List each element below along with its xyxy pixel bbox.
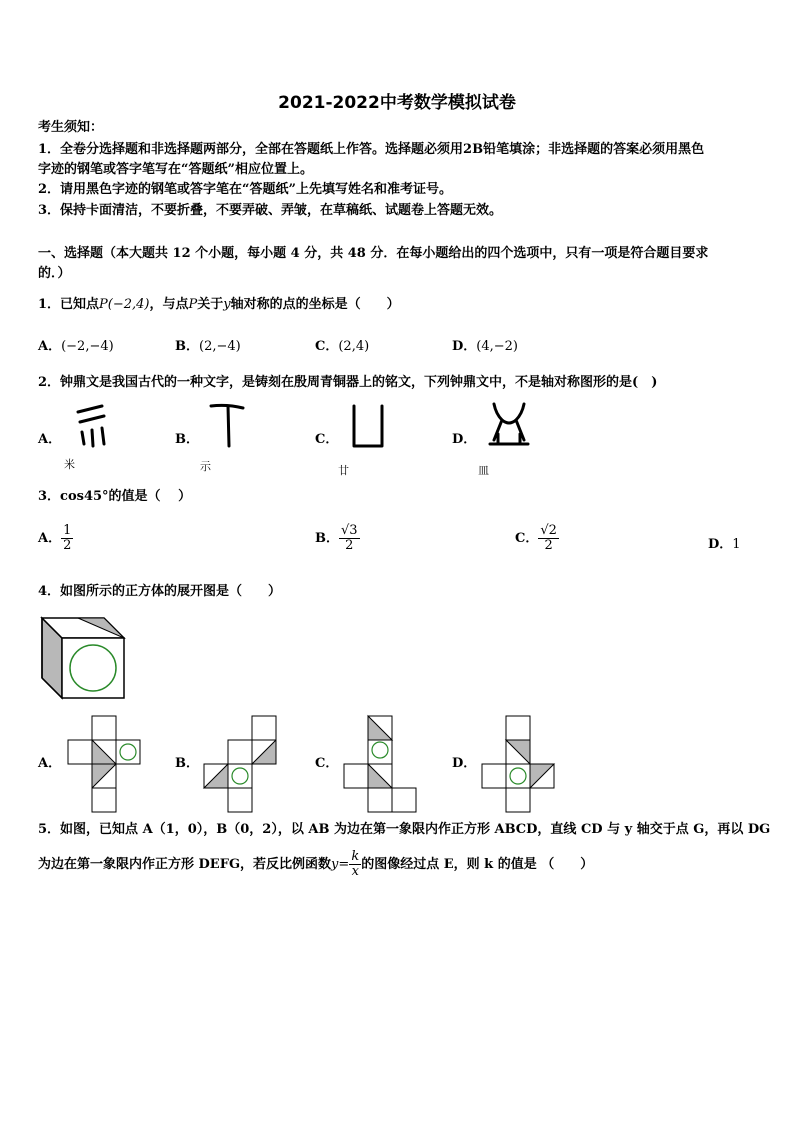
q3-option-c: C． $\frac{√2}{2}$ bbox=[515, 523, 557, 553]
cube-figure bbox=[38, 612, 130, 704]
section-heading-cont: 的．） bbox=[38, 266, 71, 281]
q4-option-b-label: B． bbox=[175, 756, 199, 771]
q4-option-d-label: D． bbox=[452, 756, 477, 771]
question-5: 5．如图，已知点 A（1，0），B（0，2），以 AB 为边在第一象限内作正方形 ABCD，直线 CD 与 y 轴交于点 G，再以 DG bbox=[38, 822, 771, 837]
question-5-cont: 为边在第一象限内作正方形 DEFG，若反比例函数y= $\frac{k}{x}$ 的图像经过点 E，则 k 的值是 （ ） bbox=[38, 849, 594, 879]
q4-option-c-label: C． bbox=[315, 756, 339, 771]
notice-line: 3．保持卡面清洁，不要折叠，不要弄破、弄皱，在草稿纸、试题卷上答题无效。 bbox=[38, 203, 503, 218]
q1-option-d: D．(4,−2) bbox=[452, 339, 518, 354]
q3-option-d: D．1 bbox=[708, 537, 741, 552]
notice-line: 字迹的钢笔或答字笔写在“答题纸”相应位置上。 bbox=[38, 162, 313, 177]
q3-option-a: A． $\frac{1}{2}$ bbox=[38, 523, 72, 553]
notice-line: 2．请用黑色字迹的钢笔或答字笔在“答题纸”上先填写姓名和准考证号。 bbox=[38, 182, 453, 197]
zhongding-min-icon bbox=[484, 400, 534, 452]
question-3: 3．cos45°的值是（ ） bbox=[38, 489, 192, 504]
cube-net-b bbox=[202, 714, 282, 812]
q2-glyph-d: 皿 bbox=[478, 464, 489, 477]
cube-net-d bbox=[480, 714, 560, 812]
q2-option-c-label: C． bbox=[315, 432, 339, 447]
q2-option-d-label: D． bbox=[452, 432, 477, 447]
question-4: 4．如图所示的正方体的展开图是（ ） bbox=[38, 584, 282, 599]
q1-option-a: A．(−2,−4) bbox=[38, 339, 114, 354]
q2-glyph-b: 示 bbox=[200, 460, 211, 473]
section-heading: 一、选择题（本大题共 12 个小题，每小题 4 分，共 48 分．在每小题给出的四个选项中，只有一项是符合题目要求 bbox=[38, 246, 709, 261]
q4-option-a-label: A． bbox=[38, 756, 62, 771]
cube-net-a bbox=[66, 714, 146, 812]
q2-glyph-c: 廿 bbox=[338, 464, 349, 477]
cube-net-c bbox=[342, 714, 422, 812]
q2-option-b-label: B． bbox=[175, 432, 199, 447]
q2-glyph-a: 米 bbox=[64, 458, 75, 471]
q1-option-c: C．(2,4) bbox=[315, 339, 370, 354]
q2-option-a-label: A． bbox=[38, 432, 62, 447]
q3-option-b: B． $\frac{√3}{2}$ bbox=[315, 523, 358, 553]
notice-heading: 考生须知： bbox=[38, 120, 104, 135]
zhongding-mi-icon bbox=[72, 402, 122, 448]
q1-option-b: B．(2,−4) bbox=[175, 339, 241, 354]
notice-line: 1．全卷分选择题和非选择题两部分，全部在答题纸上作答。选择题必须用2B铅笔填涂；非选择题的答案必须用黑色 bbox=[38, 142, 705, 157]
zhongding-nian-icon bbox=[348, 402, 388, 452]
question-1: 1．已知点P(−2,4)，与点P关于y轴对称的点的坐标是（ ） bbox=[38, 297, 400, 312]
zhongding-shi-icon bbox=[207, 402, 247, 448]
page-title: 2021-2022中考数学模拟试卷 bbox=[278, 93, 516, 113]
question-2: 2．钟鼎文是我国古代的一种文字，是铸刻在殷周青铜器上的铭文，下列钟鼎文中，不是轴对称图形的是( ) bbox=[38, 375, 658, 390]
